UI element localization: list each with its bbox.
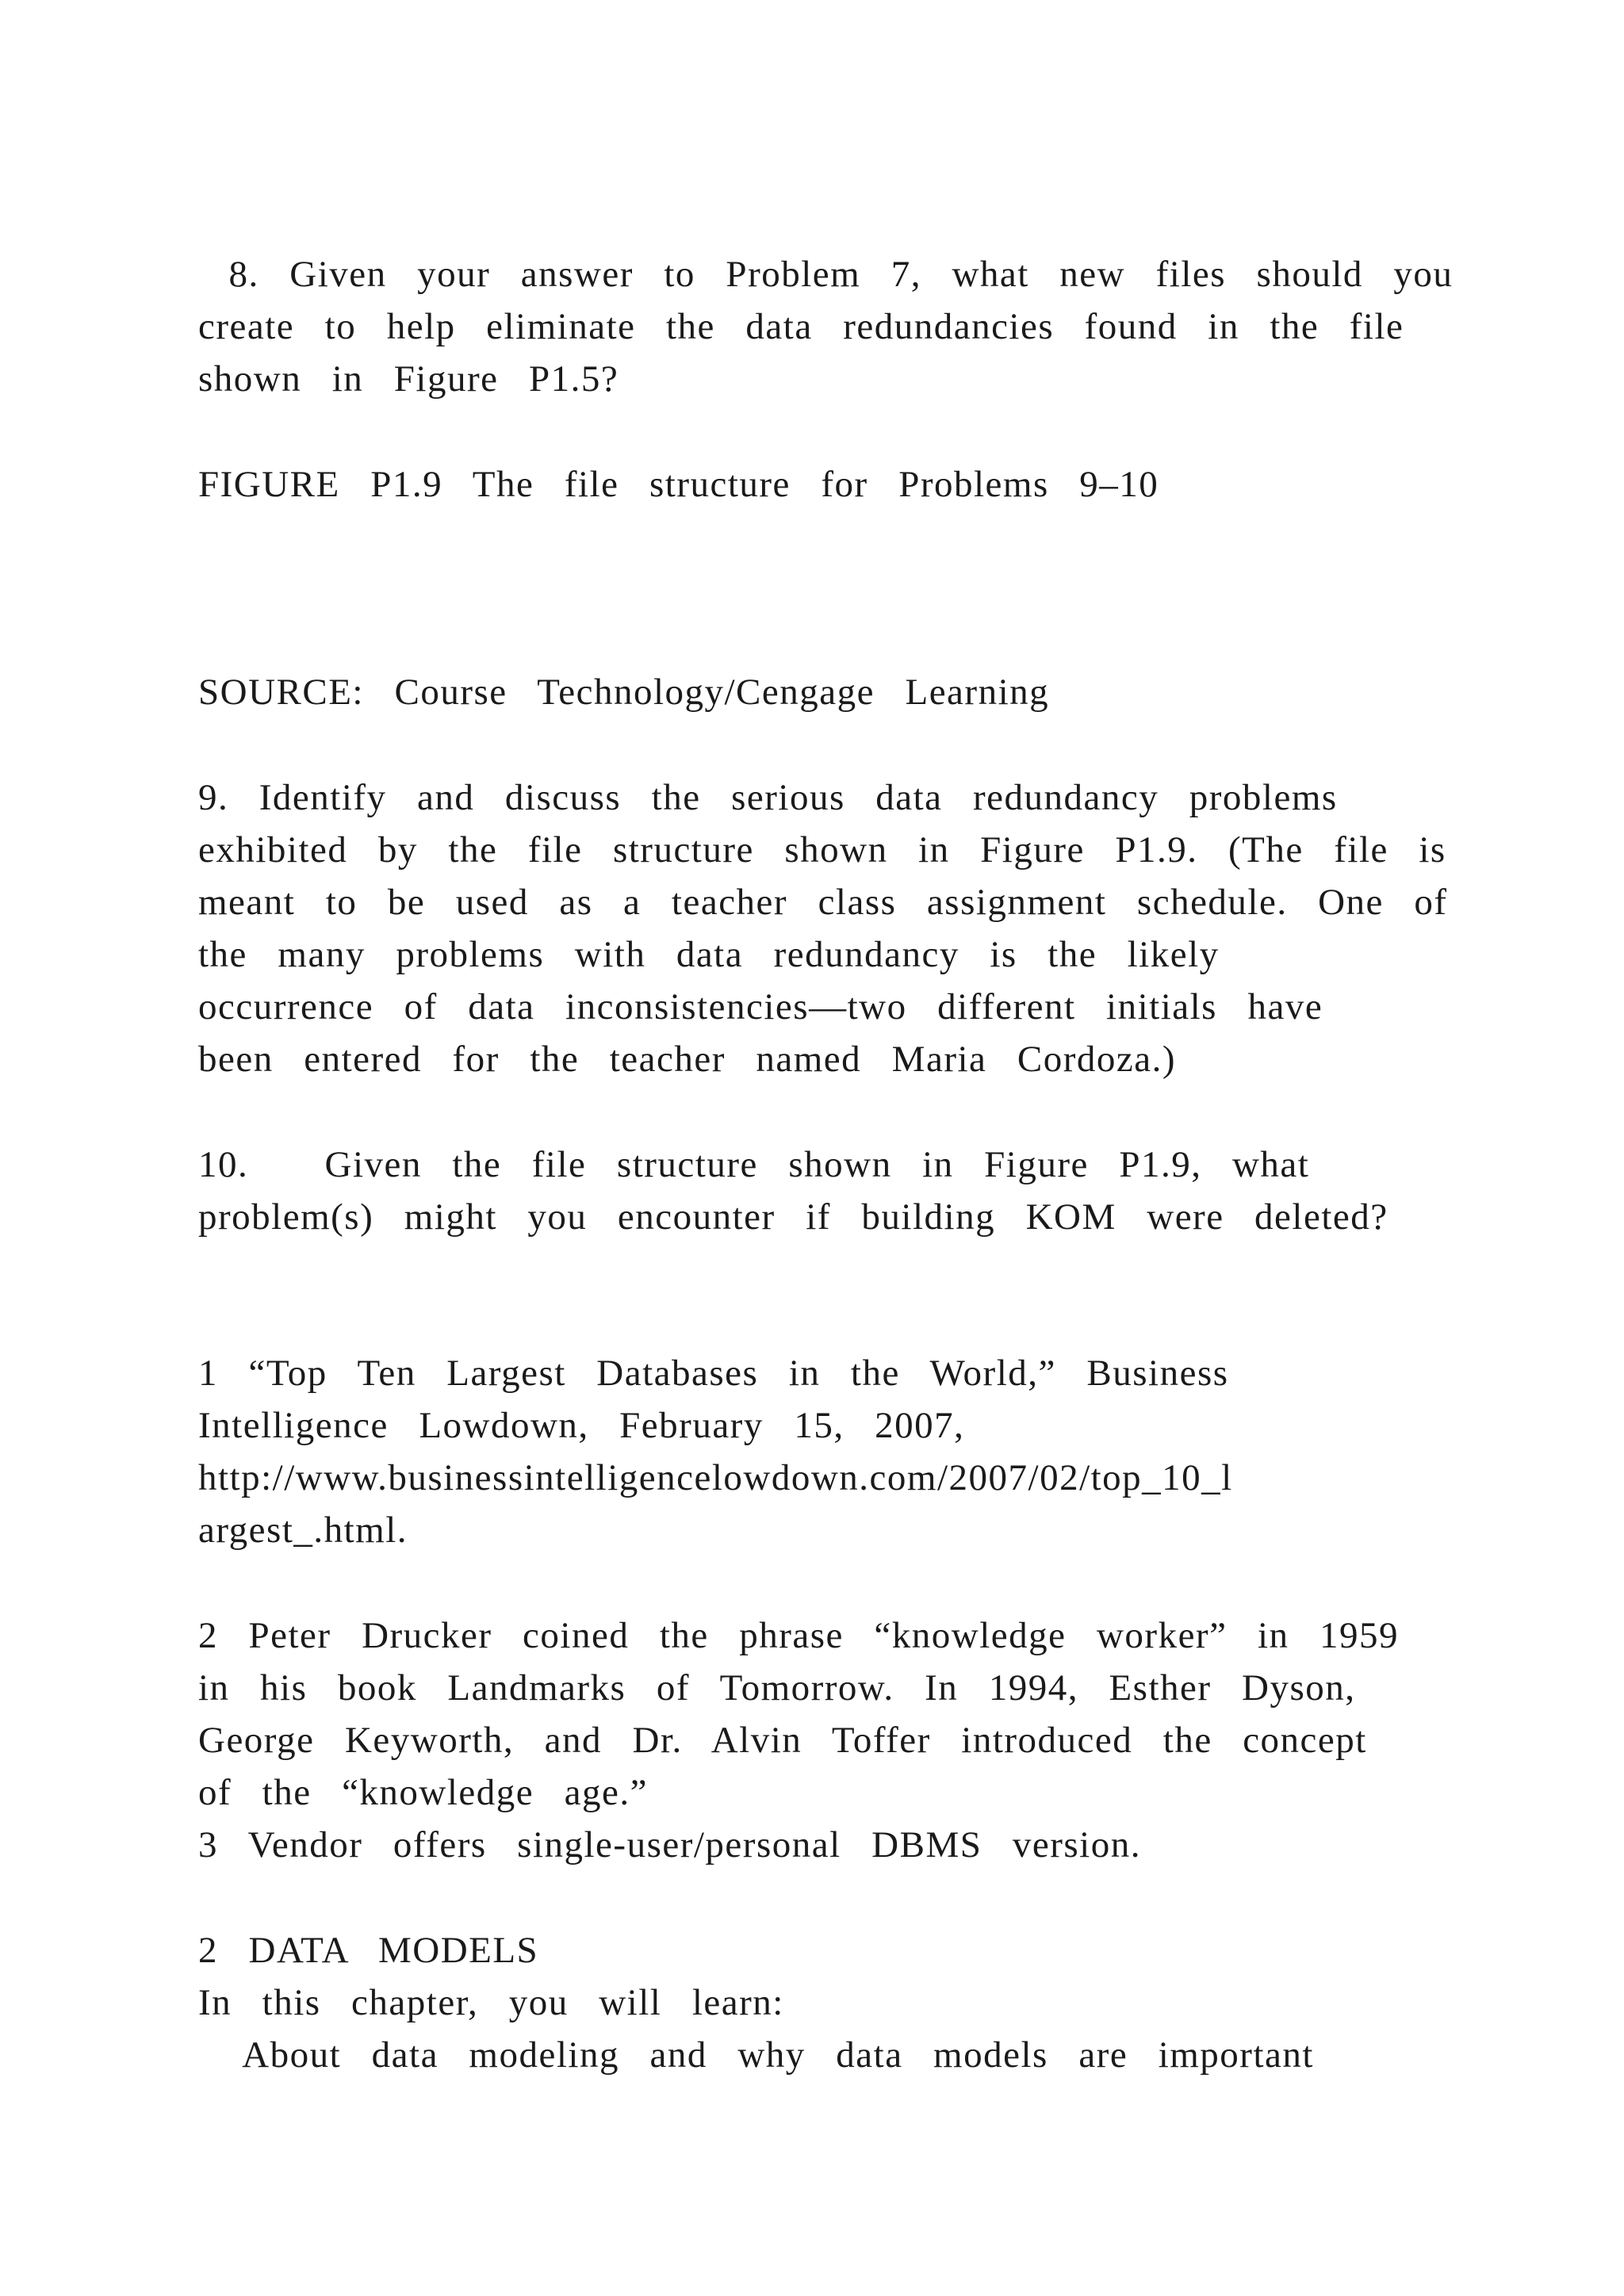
problem10-line-2: problem(s) might you encounter if building KOM were deleted? [198,1196,1388,1238]
chapter-title: 2 DATA MODELS [198,1930,539,1971]
figure-source: SOURCE: Course Technology/Cengage Learning [198,672,1050,713]
chapter-bullet-1: About data modeling and why data models are important [198,2034,1314,2076]
footnote2-line-2: in his book Landmarks of Tomorrow. In 1994, Esther Dyson, [198,1667,1356,1709]
problem8-line-2: create to help eliminate the data redundancies found in the file [198,306,1404,347]
footnote1-line-2: Intelligence Lowdown, February 15, 2007, [198,1405,965,1446]
problem9-line-3: meant to be used as a teacher class assignment schedule. One of [198,882,1448,923]
problem8-line-3: shown in Figure P1.5? [198,358,619,400]
chapter-intro: In this chapter, you will learn: [198,1982,784,2023]
problem10-line-1: 10. Given the file structure shown in Figure P1.9, what [198,1144,1310,1185]
problem9-line-1: 9. Identify and discuss the serious data redundancy problems [198,777,1338,818]
problem9-line-2: exhibited by the file structure shown in Figure P1.9. (The file is [198,829,1446,871]
footnote2-line-1: 2 Peter Drucker coined the phrase “knowledge worker” in 1959 [198,1615,1400,1656]
figure-caption: FIGURE P1.9 The file structure for Problems 9–10 [198,464,1159,505]
footnote1-line-4: argest_.html. [198,1510,408,1551]
problem8-line-1: 8. Given your answer to Problem 7, what new files should you [198,254,1454,295]
footnote1-line-1: 1 “Top Ten Largest Databases in the World,” Business [198,1353,1229,1394]
problem9-line-5: occurrence of data inconsistencies—two different initials have [198,986,1323,1027]
problem9-line-4: the many problems with data redundancy is the likely [198,934,1220,975]
footnote3: 3 Vendor offers single-user/personal DBMS version. [198,1824,1141,1866]
footnote2-line-4: of the “knowledge age.” [198,1772,648,1813]
footnote1-line-3: http://www.businessintelligencelowdown.com/2007/02/top_10_l [198,1457,1233,1498]
footnote2-line-3: George Keyworth, and Dr. Alvin Toffer introduced the concept [198,1720,1367,1761]
problem9-line-6: been entered for the teacher named Maria Cordoza.) [198,1039,1177,1080]
